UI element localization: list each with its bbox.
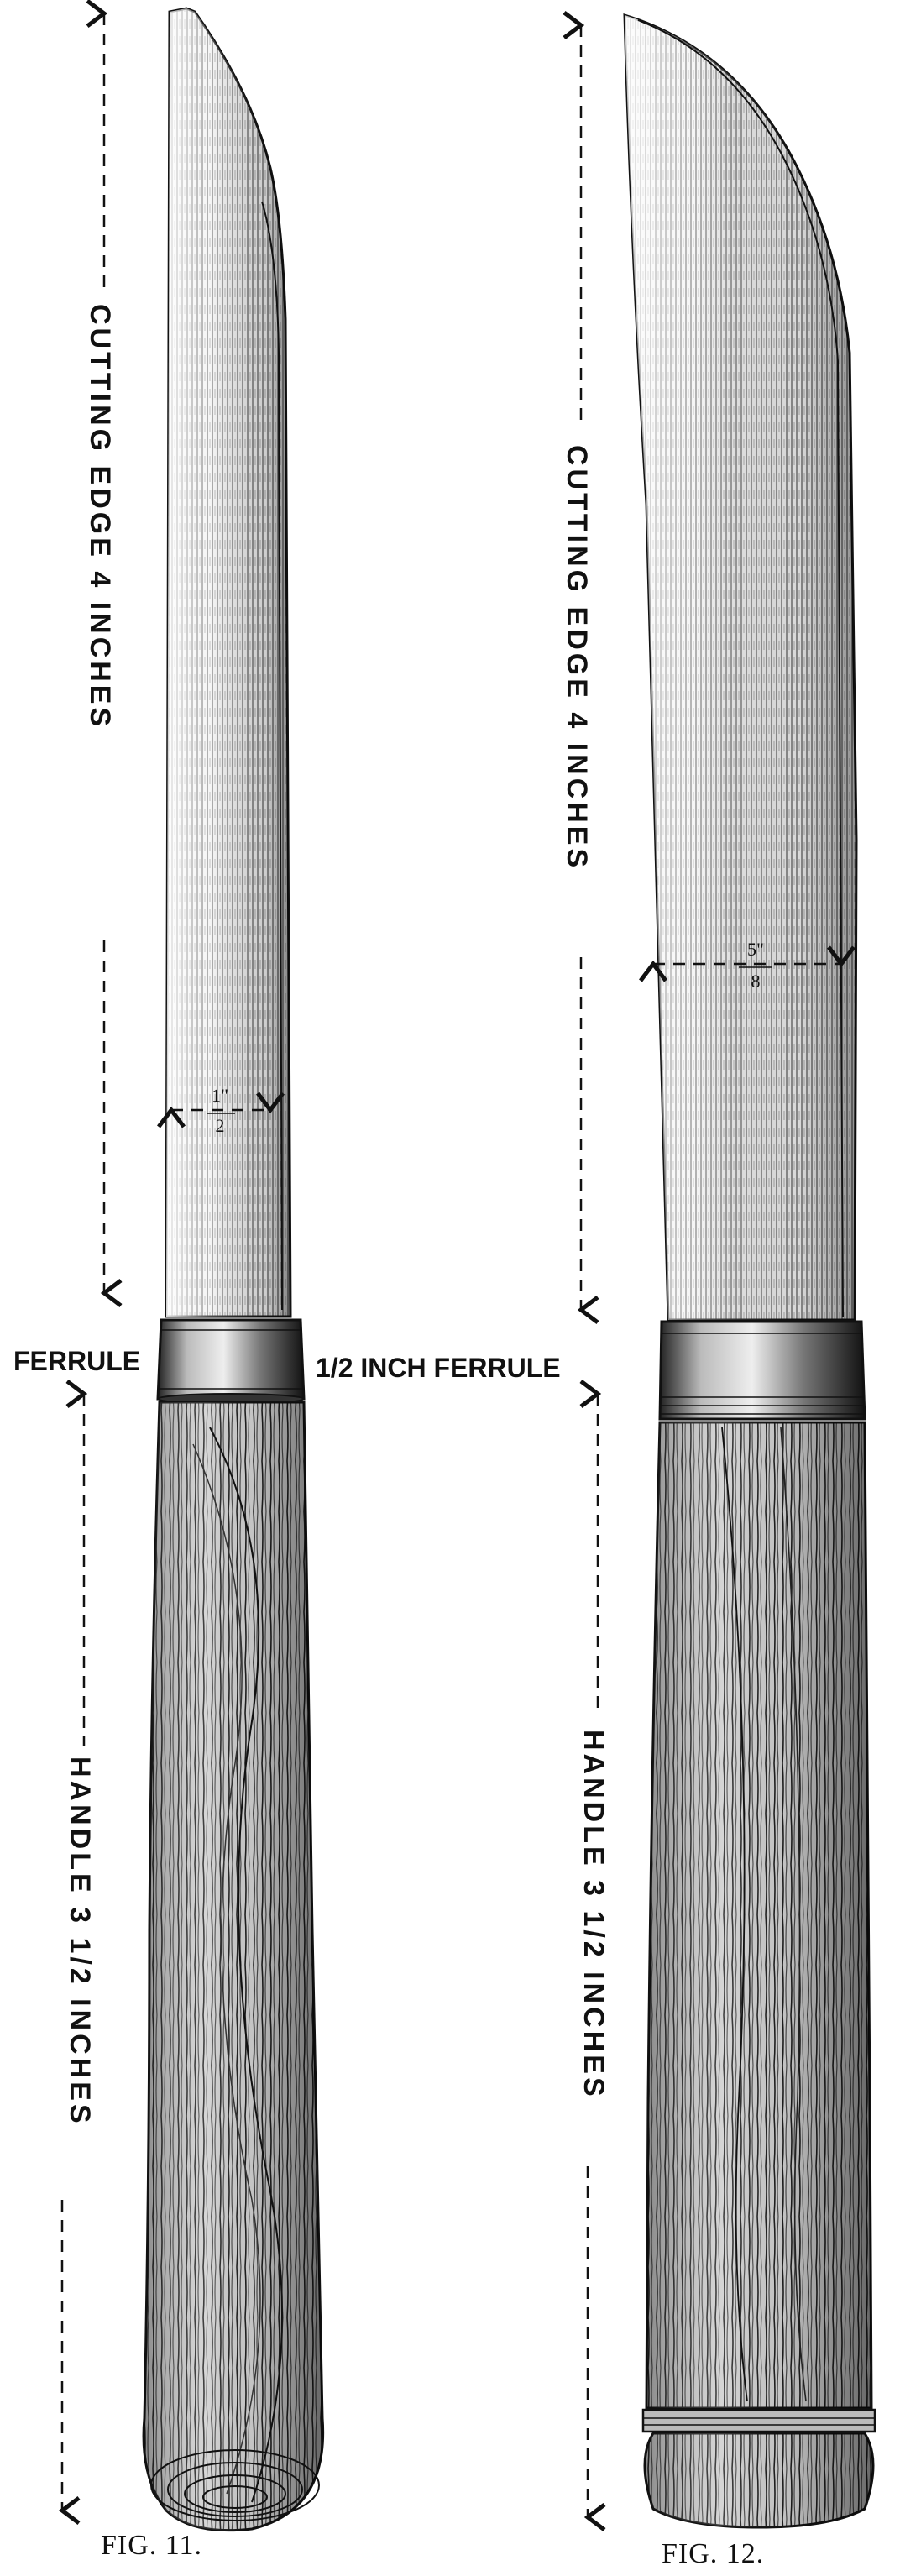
fig11-cutting-edge-label: CUTTING EDGE 4 INCHES [84,304,116,730]
fig11-cutting-edge-dimension [84,13,116,1293]
fig12-cutting-edge-dimension [561,25,593,1310]
fig12-caption: FIG. 12. [662,2538,765,2569]
fig12-handle-dimension [578,1394,610,2517]
fig11-handle [144,1402,323,2531]
fig12-cutting-edge-label: CUTTING EDGE 4 INCHES [561,445,593,872]
fig12-blade-width-denominator: 8 [751,971,761,992]
fig11-ferrule [158,1320,304,1404]
fig11-caption: FIG. 11. [101,2530,203,2561]
fig11-blade-width-numerator: 1" [212,1085,228,1106]
fig12-handle-label: HANDLE 3 1/2 INCHES [578,1730,610,2100]
fig11-ferrule-label: FERRULE [13,1346,141,1376]
fig12-handle [643,1422,875,2527]
fig12-knife [625,15,875,2527]
fig12-ferrule-label: 1/2 INCH FERRULE [316,1353,561,1383]
fig12-blade-width-numerator: 5" [747,939,764,960]
fig11-handle-dimension [62,1394,96,2511]
fig11-handle-label: HANDLE 3 1/2 INCHES [64,1757,96,2127]
fig11-knife [144,8,323,2531]
fig12-ferrule [660,1322,865,1419]
fig11-blade-width-denominator: 2 [215,1115,225,1136]
